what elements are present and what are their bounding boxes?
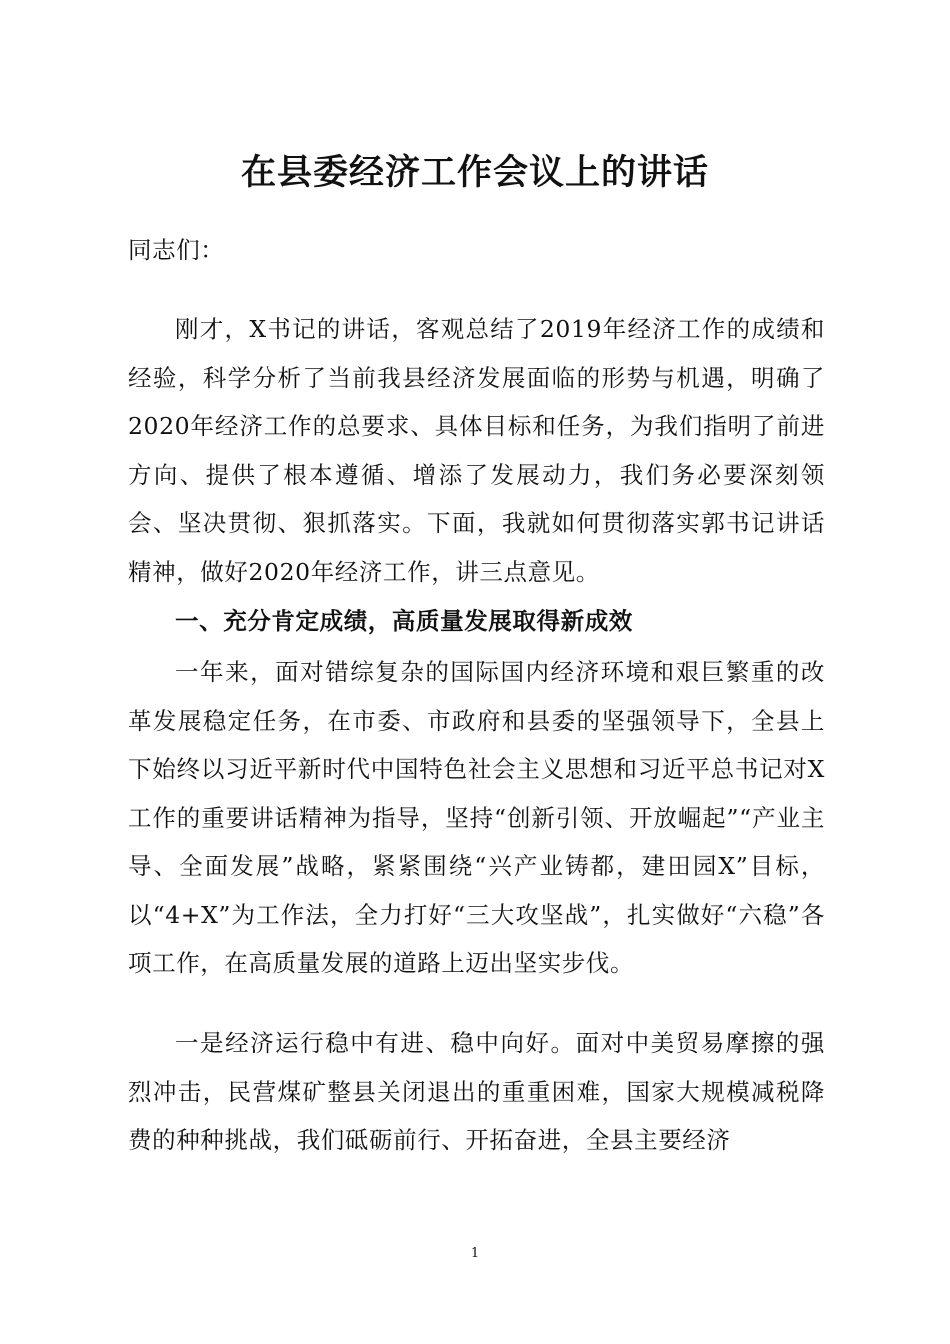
paragraph-overview: 一年来，面对错综复杂的国际国内经济环境和艰巨繁重的改革发展稳定任务，在市委、市政府和县委的坚强领导下，全县上下始终以习近平新时代中国特色社会主义思想和习近平总书记对X工作的重要讲话精神为指导，坚持“创新引领、开放崛起”“产业主导、全面发展”战略，紧紧围绕“兴产业铸都，建田园X”目标，以“4+X”为工作法，全力打好“三大攻坚战”，扎实做好“六稳”各项工作，在高质量发展的道路上迈出坚实步伐。 [128,658,825,977]
paragraph-intro: 刚才，X书记的讲话，客观总结了2019年经济工作的成绩和经验，科学分析了当前我县经济发展面临的形势与机遇，明确了2020年经济工作的总要求、具体目标和任务，为我们指明了前进方向、提供了根本遵循、增添了发展动力，我们务必要深刻领会、坚决贯彻、狠抓落实。下面，我就如何贯彻落实郭书记讲话精神，做好2020年经济工作，讲三点意见。 [128,315,825,586]
page-number: 1 [470,1246,480,1261]
document-title: 在县委经济工作会议上的讲话 [240,152,709,193]
section-heading: 一、充分肯定成绩，高质量发展取得新成效 [175,607,633,635]
paragraph-economy: 一是经济运行稳中有进、稳中向好。面对中美贸易摩擦的强烈冲击，民营煤矿整县关闭退出的重重困难，国家大规模减税降费的种种挑战，我们砥砺前行、开拓奋进，全县主要经济 [128,1029,825,1154]
salutation: 同志们： [128,236,225,264]
